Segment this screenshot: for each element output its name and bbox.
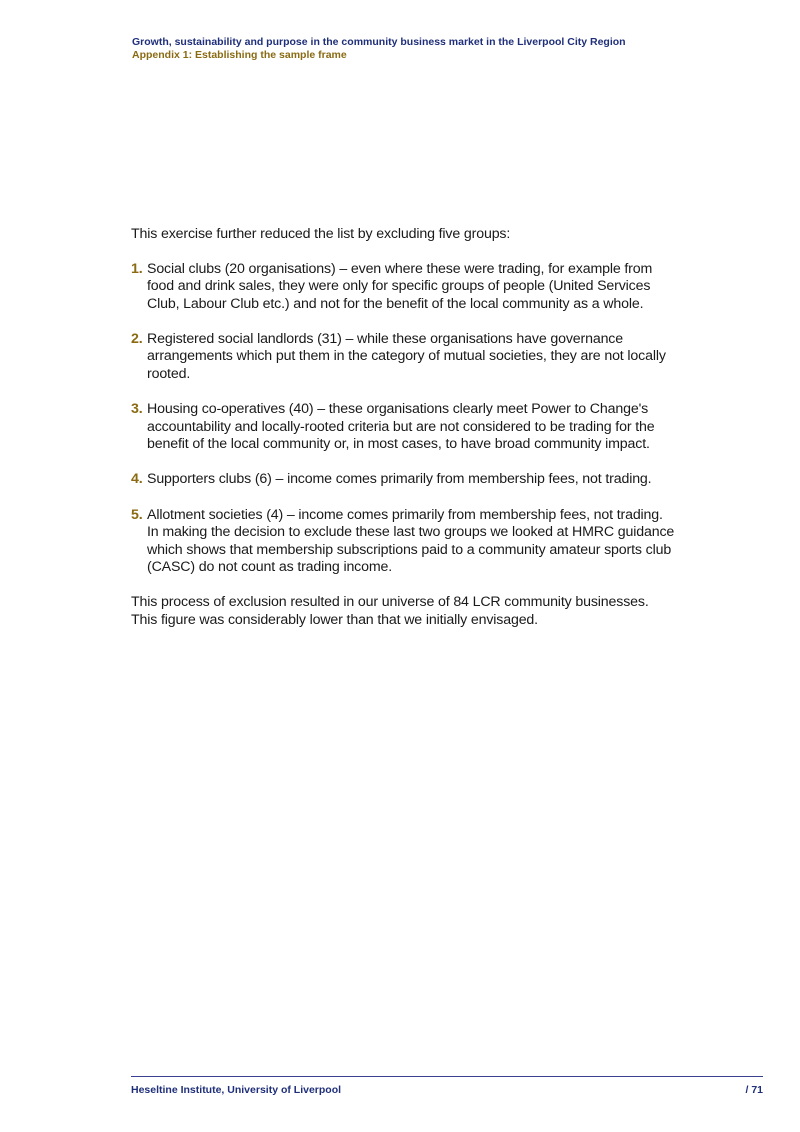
- list-item-number: 5.: [131, 506, 143, 523]
- running-header: [132, 36, 772, 62]
- list-item: [131, 401, 676, 454]
- page-body: [131, 226, 676, 630]
- section-title: Appendix 1: Establishing the sample frame: [132, 49, 347, 61]
- list-item-text: Housing co-operatives (40) – these organisations clearly meet Power to Change's accountability and locally-rooted criteria but are not considered to be trading for the benefit of the local community or, in most cases, to have broad community impact.: [147, 401, 655, 453]
- list-item-number: 1.: [131, 260, 143, 277]
- list-item-number: 4.: [131, 471, 143, 488]
- list-item: [131, 471, 676, 489]
- list-item: [131, 261, 676, 314]
- list-item-text: Supporters clubs (6) – income comes primarily from membership fees, not trading.: [147, 471, 652, 488]
- list-item-text: Social clubs (20 organisations) – even where these were trading, for example from food and drink sales, they were only for specific groups of people (United Services Club, Labour Club etc.) and not for the benefit of the local community as a whole.: [147, 260, 653, 312]
- intro-paragraph: This exercise further reduced the list by excluding five groups:: [131, 226, 511, 242]
- document-title: Growth, sustainability and purpose in the community business market in the Liverpool City Region: [132, 36, 626, 48]
- list-item-text: Registered social landlords (31) – while these organisations have governance arrangements which put them in the category of mutual societies, they are not locally rooted.: [147, 330, 666, 383]
- list-item-number: 3.: [131, 401, 143, 418]
- list-item: [131, 507, 676, 577]
- list-item-text: Allotment societies (4) – income comes primarily from membership fees, not trading. In making the decision to exclude these last two groups we looked at HMRC guidance which shows that membership subscriptions paid to a community amateur sports club (CASC) do not count as trading income.: [147, 506, 675, 576]
- page-number: / 71: [745, 1084, 763, 1096]
- list-item: [131, 331, 676, 384]
- footer-institution: Heseltine Institute, University of Liverpool: [131, 1084, 342, 1096]
- footer-divider: [131, 1076, 763, 1077]
- conclusion-paragraph: This process of exclusion resulted in our universe of 84 LCR community businesses. This figure was considerably lower than that we initially envisaged.: [131, 594, 649, 628]
- exclusion-list: [131, 261, 676, 577]
- list-item-number: 2.: [131, 330, 143, 347]
